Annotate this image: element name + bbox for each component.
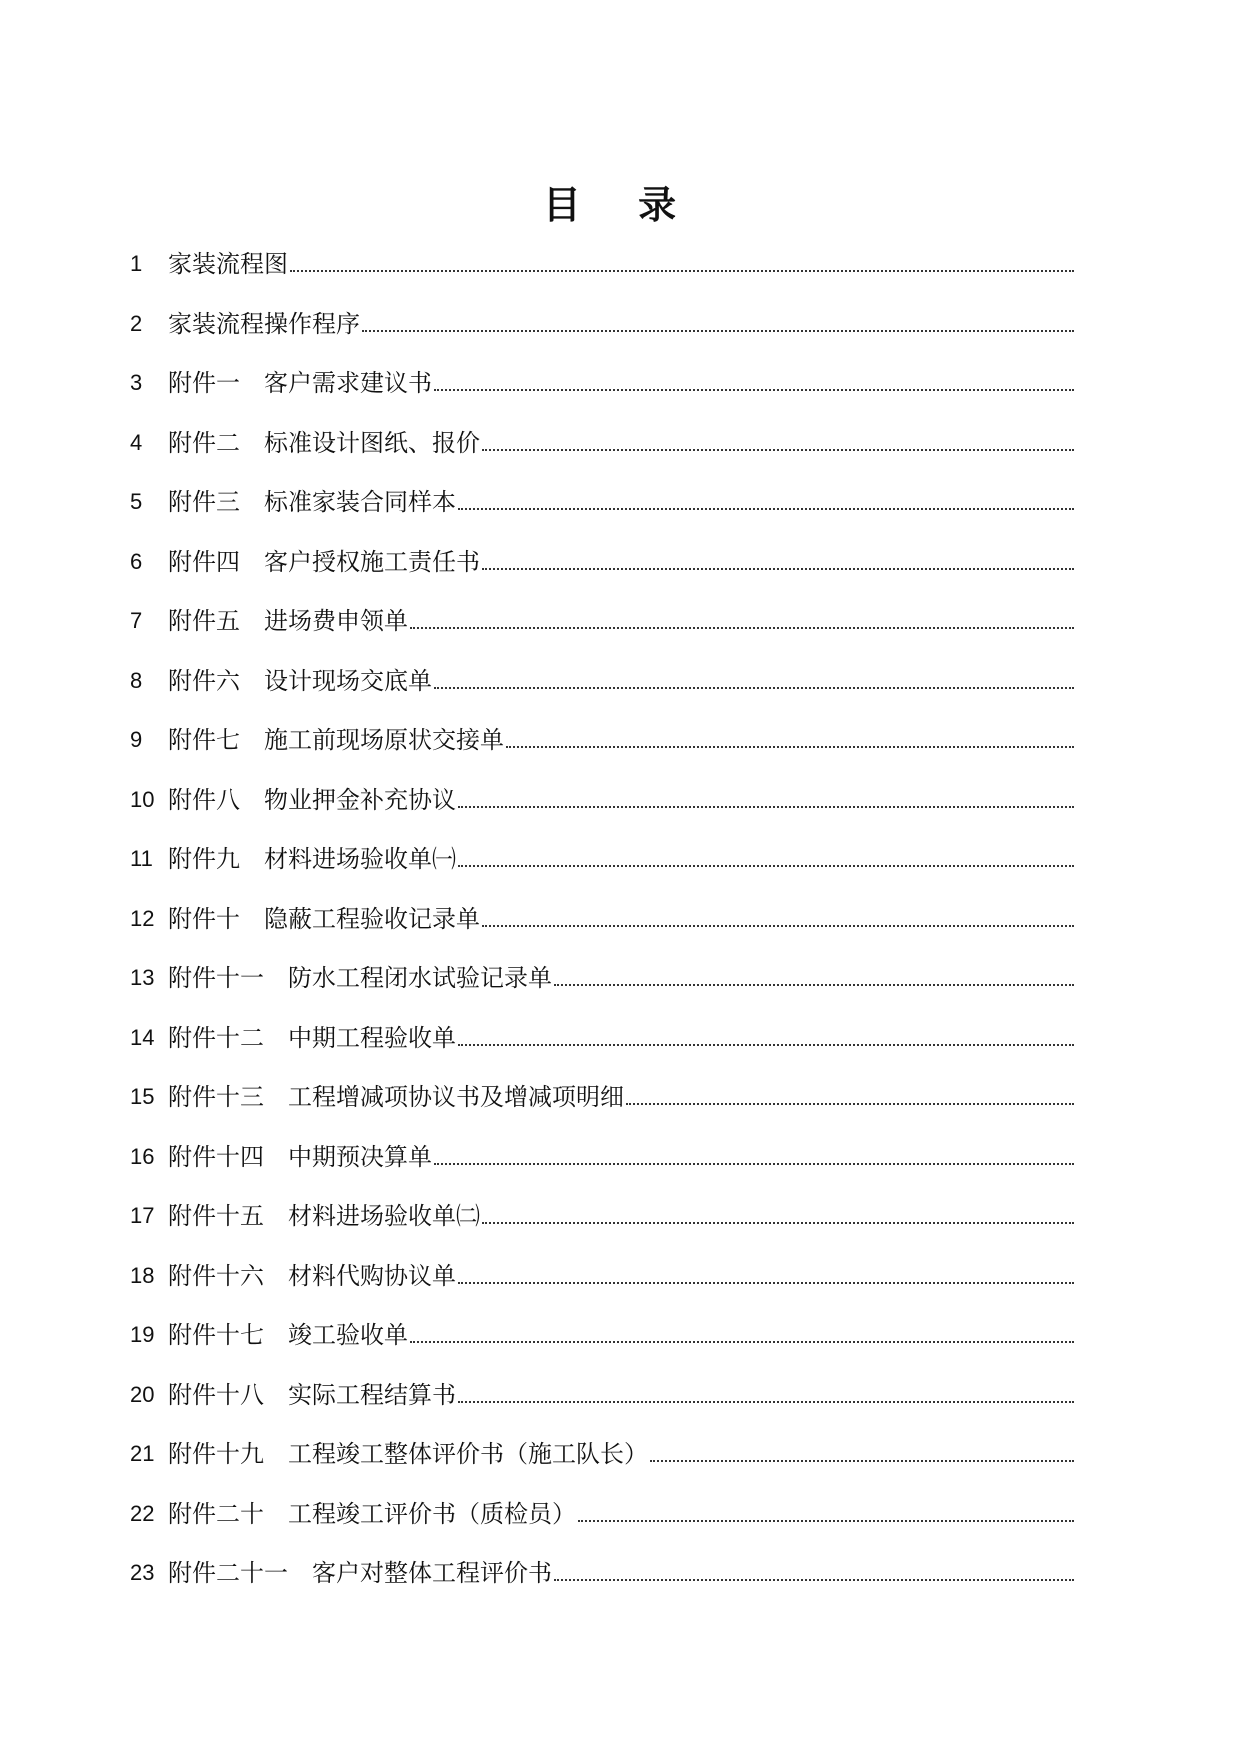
- toc-entry: [130, 835, 1074, 895]
- dot-leader: [458, 835, 1074, 867]
- dot-leader: [458, 1252, 1074, 1284]
- toc-entry-number: 2: [130, 310, 143, 336]
- page-title: 目 录: [542, 183, 699, 227]
- toc-entry: [130, 1014, 1074, 1074]
- dot-leader: [458, 1014, 1074, 1046]
- toc-entry-number: 10: [130, 786, 155, 812]
- toc-entry-number: 17: [130, 1203, 155, 1228]
- toc-entry: [130, 716, 1074, 776]
- toc-entry-title: 附件四 客户授权施工责任书: [168, 547, 480, 576]
- dot-leader: [290, 240, 1074, 272]
- dot-leader: [410, 1311, 1074, 1343]
- toc-entry-title: 附件十五 材料进场验收单㈡: [168, 1202, 480, 1230]
- toc-entry-title: 附件十六 材料代购协议单: [168, 1261, 456, 1290]
- toc-entry: [130, 419, 1074, 479]
- dot-leader: [434, 1133, 1074, 1165]
- toc-entry-title: 附件三 标准家装合同样本: [168, 488, 456, 516]
- toc-entry: [130, 776, 1074, 836]
- toc-entry: [130, 478, 1074, 538]
- toc-entry-number: 19: [130, 1322, 155, 1347]
- toc-entry-title: 家装流程操作程序: [168, 309, 360, 338]
- dot-leader: [434, 657, 1074, 689]
- toc-entry-number: 14: [130, 1024, 155, 1050]
- dot-leader: [458, 1371, 1074, 1403]
- toc-entry-title: 附件十七 竣工验收单: [168, 1321, 408, 1349]
- toc-entry-number: 22: [130, 1500, 155, 1526]
- toc-entry-number: 8: [130, 667, 143, 693]
- toc-entry-number: 23: [130, 1560, 155, 1585]
- dot-leader: [482, 419, 1074, 451]
- toc-entry: [130, 538, 1074, 598]
- toc-entry-number: 20: [130, 1381, 155, 1407]
- toc-entry-number: 16: [130, 1143, 155, 1169]
- toc-entry-title: 附件九 材料进场验收单㈠: [168, 845, 456, 873]
- toc-entry-title: 附件二十一 客户对整体工程评价书: [168, 1559, 552, 1587]
- dot-leader: [554, 1549, 1074, 1581]
- dot-leader: [506, 716, 1074, 748]
- toc-entry-number: 15: [130, 1084, 155, 1109]
- toc-entry-title: 附件二十 工程竣工评价书（质检员）: [168, 1499, 576, 1528]
- toc-entry: [130, 1311, 1074, 1371]
- toc-entry-title: 附件五 进场费申领单: [168, 607, 408, 635]
- toc-entry-number: 1: [130, 251, 143, 276]
- dot-leader: [434, 359, 1074, 391]
- toc-entry-title: 附件十九 工程竣工整体评价书（施工队长）: [168, 1440, 648, 1468]
- toc-entry: [130, 954, 1074, 1014]
- toc-entry-title: 附件十八 实际工程结算书: [168, 1380, 456, 1409]
- toc-entry-title: 家装流程图: [168, 250, 288, 278]
- toc-entry-number: 11: [130, 846, 153, 871]
- toc-entry: [130, 1192, 1074, 1252]
- table-of-contents: [130, 240, 1074, 1609]
- toc-entry-title: 附件二 标准设计图纸、报价: [168, 428, 480, 457]
- toc-entry-title: 附件六 设计现场交底单: [168, 666, 432, 695]
- toc-entry-title: 附件七 施工前现场原状交接单: [168, 726, 504, 754]
- dot-leader: [458, 776, 1074, 808]
- toc-entry: [130, 1371, 1074, 1431]
- toc-entry-number: 9: [130, 727, 143, 752]
- toc-entry-title: 附件十四 中期预决算单: [168, 1142, 432, 1171]
- toc-entry: [130, 1252, 1074, 1312]
- toc-entry: [130, 240, 1074, 300]
- dot-leader: [482, 1192, 1074, 1224]
- toc-entry: [130, 597, 1074, 657]
- toc-entry-number: 6: [130, 548, 143, 574]
- toc-entry-title: 附件八 物业押金补充协议: [168, 785, 456, 814]
- toc-entry-number: 18: [130, 1262, 155, 1288]
- dot-leader: [410, 597, 1074, 629]
- toc-entry-number: 3: [130, 370, 143, 395]
- toc-entry: [130, 300, 1074, 360]
- toc-entry: [130, 657, 1074, 717]
- dot-leader: [362, 300, 1074, 332]
- dot-leader: [626, 1073, 1074, 1105]
- toc-entry-title: 附件十二 中期工程验收单: [168, 1023, 456, 1052]
- toc-entry-number: 21: [130, 1441, 155, 1466]
- toc-entry: [130, 1490, 1074, 1550]
- toc-entry-title: 附件十一 防水工程闭水试验记录单: [168, 964, 552, 992]
- toc-entry: [130, 359, 1074, 419]
- toc-entry-title: 附件一 客户需求建议书: [168, 369, 432, 397]
- toc-entry: [130, 1133, 1074, 1193]
- toc-entry: [130, 1549, 1074, 1609]
- toc-entry-title: 附件十三 工程增减项协议书及增减项明细: [168, 1083, 624, 1111]
- dot-leader: [482, 895, 1074, 927]
- toc-entry: [130, 895, 1074, 955]
- dot-leader: [578, 1490, 1074, 1522]
- toc-entry: [130, 1430, 1074, 1490]
- dot-leader: [650, 1430, 1074, 1462]
- toc-entry-number: 12: [130, 905, 155, 931]
- toc-entry-number: 5: [130, 489, 143, 514]
- toc-entry: [130, 1073, 1074, 1133]
- toc-entry-number: 13: [130, 965, 155, 990]
- dot-leader: [554, 954, 1074, 986]
- toc-entry-number: 7: [130, 608, 143, 633]
- toc-entry-title: 附件十 隐蔽工程验收记录单: [168, 904, 480, 933]
- dot-leader: [482, 538, 1074, 570]
- toc-entry-number: 4: [130, 429, 143, 455]
- dot-leader: [458, 478, 1074, 510]
